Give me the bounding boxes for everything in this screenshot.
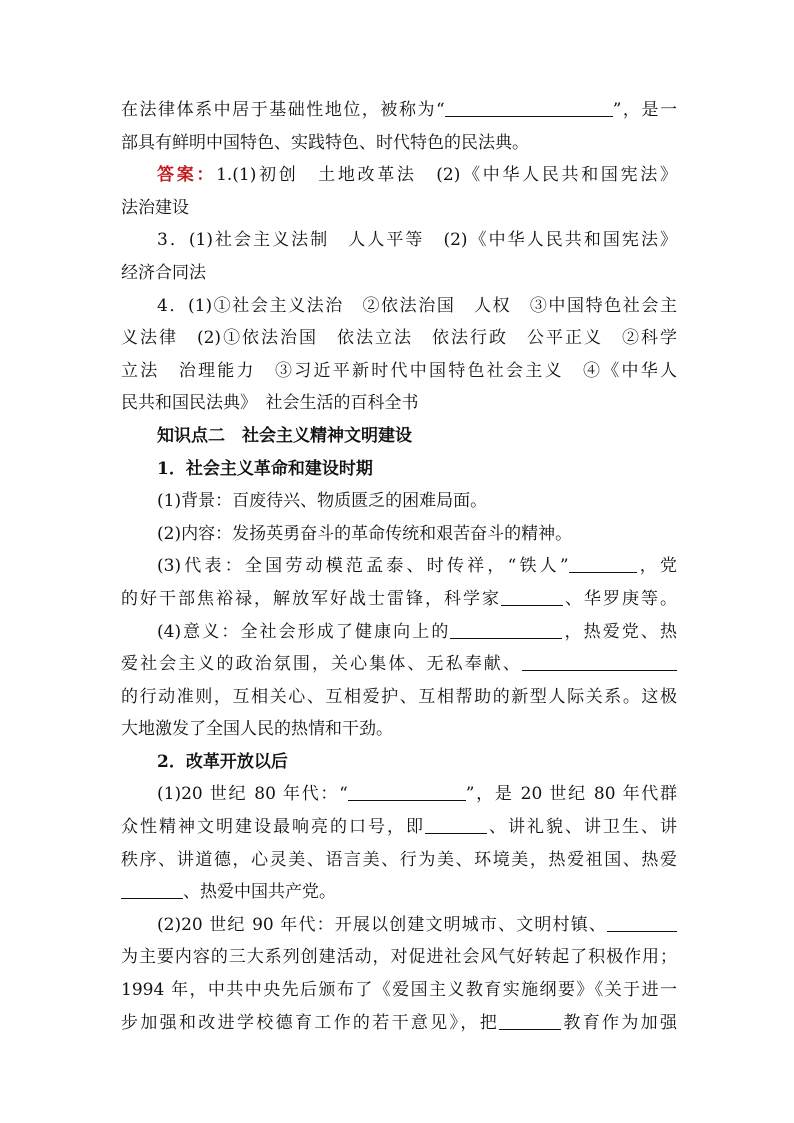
text-line: 秩序、讲道德，心灵美、语言美、行为美、环境美，热爱祖国、热爱: [121, 849, 677, 870]
text-line: 部具有鲜明中国特色、实践特色、时代特色的民法典。: [121, 132, 529, 153]
text: 、华罗庚等。: [563, 588, 677, 609]
text-line: 3．(1)社会主义法制 人人平等 (2)《中华人民共和国宪法》: [157, 230, 677, 251]
text: 的好干部焦裕禄，解放军好战士雷锋，科学家: [121, 588, 501, 609]
text-line: (2)内容：发扬英勇奋斗的革命传统和艰苦奋斗的精神。: [157, 523, 573, 544]
text-line: [121, 94, 677, 127]
text: ”，是一: [612, 100, 677, 120]
document-body: [121, 94, 677, 1039]
text: (2)20 世纪 90 年代：开展以创建文明城市、文明村镇、: [157, 914, 607, 935]
fill-blank[interactable]: [501, 589, 563, 606]
text-line: [121, 778, 677, 811]
text: 爱社会主义的政治氛围，关心集体、无私奉献、: [121, 654, 522, 675]
fill-blank[interactable]: [121, 882, 183, 899]
text-line: 民共和国民法典》 社会生活的百科全书: [121, 393, 419, 414]
text-line: 4．(1)①社会主义法治 ②依法治国 人权 ③中国特色社会主: [157, 295, 677, 316]
text-line: 大地激发了全国人民的热情和干劲。: [121, 719, 393, 740]
text-line: [121, 909, 677, 942]
text-line: [121, 583, 677, 616]
text-line: 经济合同法: [121, 262, 206, 283]
text-line: (1)背景：百废待兴、物质匮乏的困难局面。: [157, 491, 488, 512]
text-line: [121, 648, 677, 681]
text: ”，是 20 世纪 80 年代群: [465, 784, 677, 805]
text: 、热爱中国共产党。: [183, 882, 336, 903]
subsection-heading: 1．社会主义革命和建设时期: [157, 458, 373, 479]
text-line: 的行动准则，互相关心、互相爱护、互相帮助的新型人际关系。这极: [121, 686, 677, 707]
text: (4)意义：全社会形成了健康向上的: [157, 621, 451, 642]
text-line: 1994 年，中共中央先后颁布了《爱国主义教育实施纲要》《关于进一: [121, 980, 677, 1001]
text: 教育作为加强: [561, 1012, 678, 1033]
text-line: [121, 550, 677, 583]
text-line: 为主要内容的三大系列创建活动，对促进社会风气好转起了积极作用；: [121, 947, 677, 968]
answer-line: [121, 159, 677, 192]
text: 、讲礼貌、讲卫生、讲: [487, 817, 677, 838]
text-line: [121, 616, 677, 649]
text-line: 立法 治理能力 ③习近平新时代中国特色社会主义 ④《中华人: [121, 360, 677, 381]
text-line: 法治建设: [121, 197, 189, 218]
subsection-heading: 2．改革开放以后: [157, 751, 288, 772]
text: ，热爱党、热: [562, 621, 677, 642]
fill-blank[interactable]: [569, 556, 637, 573]
text-line: [121, 811, 677, 844]
text: 在法律体系中居于基础性地位，被称为“: [121, 100, 445, 120]
text: 步加强和改进学校德育工作的若干意见》，把: [121, 1012, 500, 1033]
text: ，党: [636, 556, 678, 577]
fill-blank[interactable]: [522, 654, 677, 671]
fill-blank[interactable]: [499, 1013, 561, 1030]
text: 1.(1)初创 土地改革法 (2)《中华人民共和国宪法》: [216, 165, 677, 186]
fill-blank[interactable]: [348, 784, 466, 801]
text: (1)20 世纪 80 年代：“: [157, 784, 348, 805]
text-line: 义法律 (2)①依法治国 依法立法 依法行政 公平正义 ②科学: [121, 328, 677, 349]
text: (3)代表：全国劳动模范孟泰、时传祥，“铁人”: [157, 556, 569, 577]
text-line: [121, 876, 677, 909]
text-line: [121, 1007, 677, 1040]
answer-label: 答案：: [157, 165, 217, 186]
section-heading: 知识点二 社会主义精神文明建设: [157, 425, 412, 446]
fill-blank[interactable]: [450, 622, 562, 639]
fill-blank[interactable]: [425, 817, 487, 834]
fill-blank[interactable]: [607, 915, 677, 932]
text: 众性精神文明建设最响亮的口号，即: [121, 817, 425, 838]
fill-blank[interactable]: [445, 100, 613, 117]
